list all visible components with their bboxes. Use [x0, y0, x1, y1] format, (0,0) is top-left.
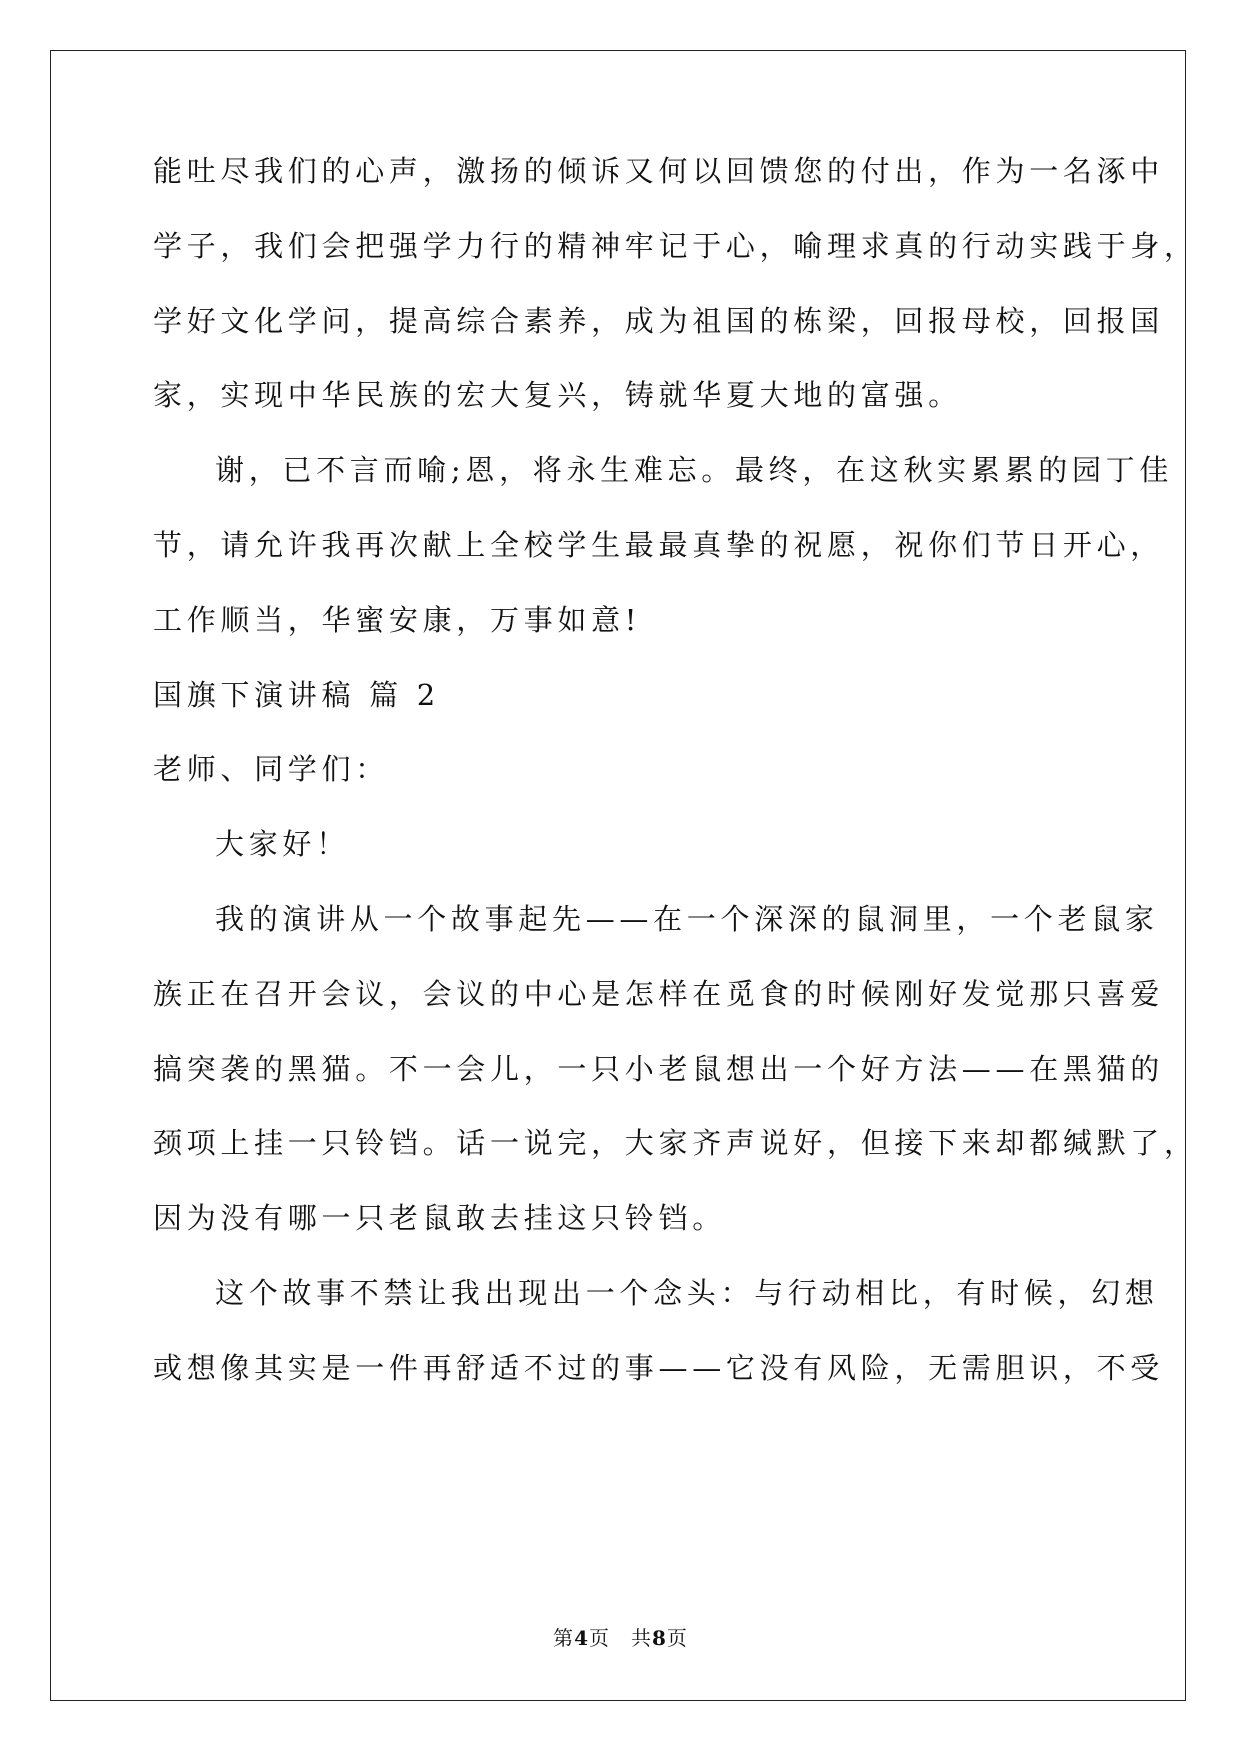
body-line: 工作顺当，华蜜安康，万事如意!: [153, 603, 642, 637]
current-page-number: 4: [574, 1626, 589, 1650]
body-line: 或想像其实是一件再舒适不过的事——它没有风险，无需胆识，不受: [153, 1351, 1165, 1385]
section-heading: 国旗下演讲稿 篇 2: [153, 678, 440, 712]
footer-prefix: 第: [553, 1626, 575, 1650]
body-line: 学好文化学问，提高综合素养，成为祖国的栋梁，回报母校，回报国: [153, 304, 1165, 338]
body-line: 颈项上挂一只铃铛。话一说完，大家齐声说好，但接下来却都缄默了，: [153, 1126, 1198, 1160]
body-line: 家，实现中华民族的宏大复兴，铸就华夏大地的富强。: [153, 378, 962, 412]
body-line: 我的演讲从一个故事起先——在一个深深的鼠洞里，一个老鼠家: [215, 902, 1159, 936]
total-page-number: 8: [652, 1626, 667, 1650]
footer-suffix: 页: [666, 1626, 688, 1650]
page-footer: [0, 1622, 1241, 1651]
body-line: 能吐尽我们的心声，激扬的倾诉又何以回馈您的付出，作为一名涿中: [153, 154, 1165, 188]
body-line: 节，请允许我再次献上全校学生最最真挚的祝愿，祝你们节日开心，: [153, 528, 1165, 562]
greeting: 大家好！: [215, 827, 350, 861]
body-line: 学子，我们会把强学力行的精神牢记于心，喻理求真的行动实践于身，: [153, 229, 1198, 263]
body-line: 搞突袭的黑猫。不一会儿，一只小老鼠想出一个好方法——在黑猫的: [153, 1052, 1165, 1086]
body-line: 这个故事不禁让我出现出一个念头：与行动相比，有时候，幻想: [215, 1276, 1159, 1310]
salutation: 老师、同学们：: [153, 752, 389, 786]
body-line: 谢，已不言而喻;恩，将永生难忘。最终，在这秋实累累的园丁佳: [215, 453, 1174, 487]
body-line: 因为没有哪一只老鼠敢去挂这只铃铛。: [153, 1201, 726, 1235]
footer-mid: 页 共: [589, 1626, 652, 1650]
page-border: [50, 50, 1186, 1701]
body-line: 族正在召开会议，会议的中心是怎样在觅食的时候刚好发觉那只喜爱: [153, 977, 1165, 1011]
